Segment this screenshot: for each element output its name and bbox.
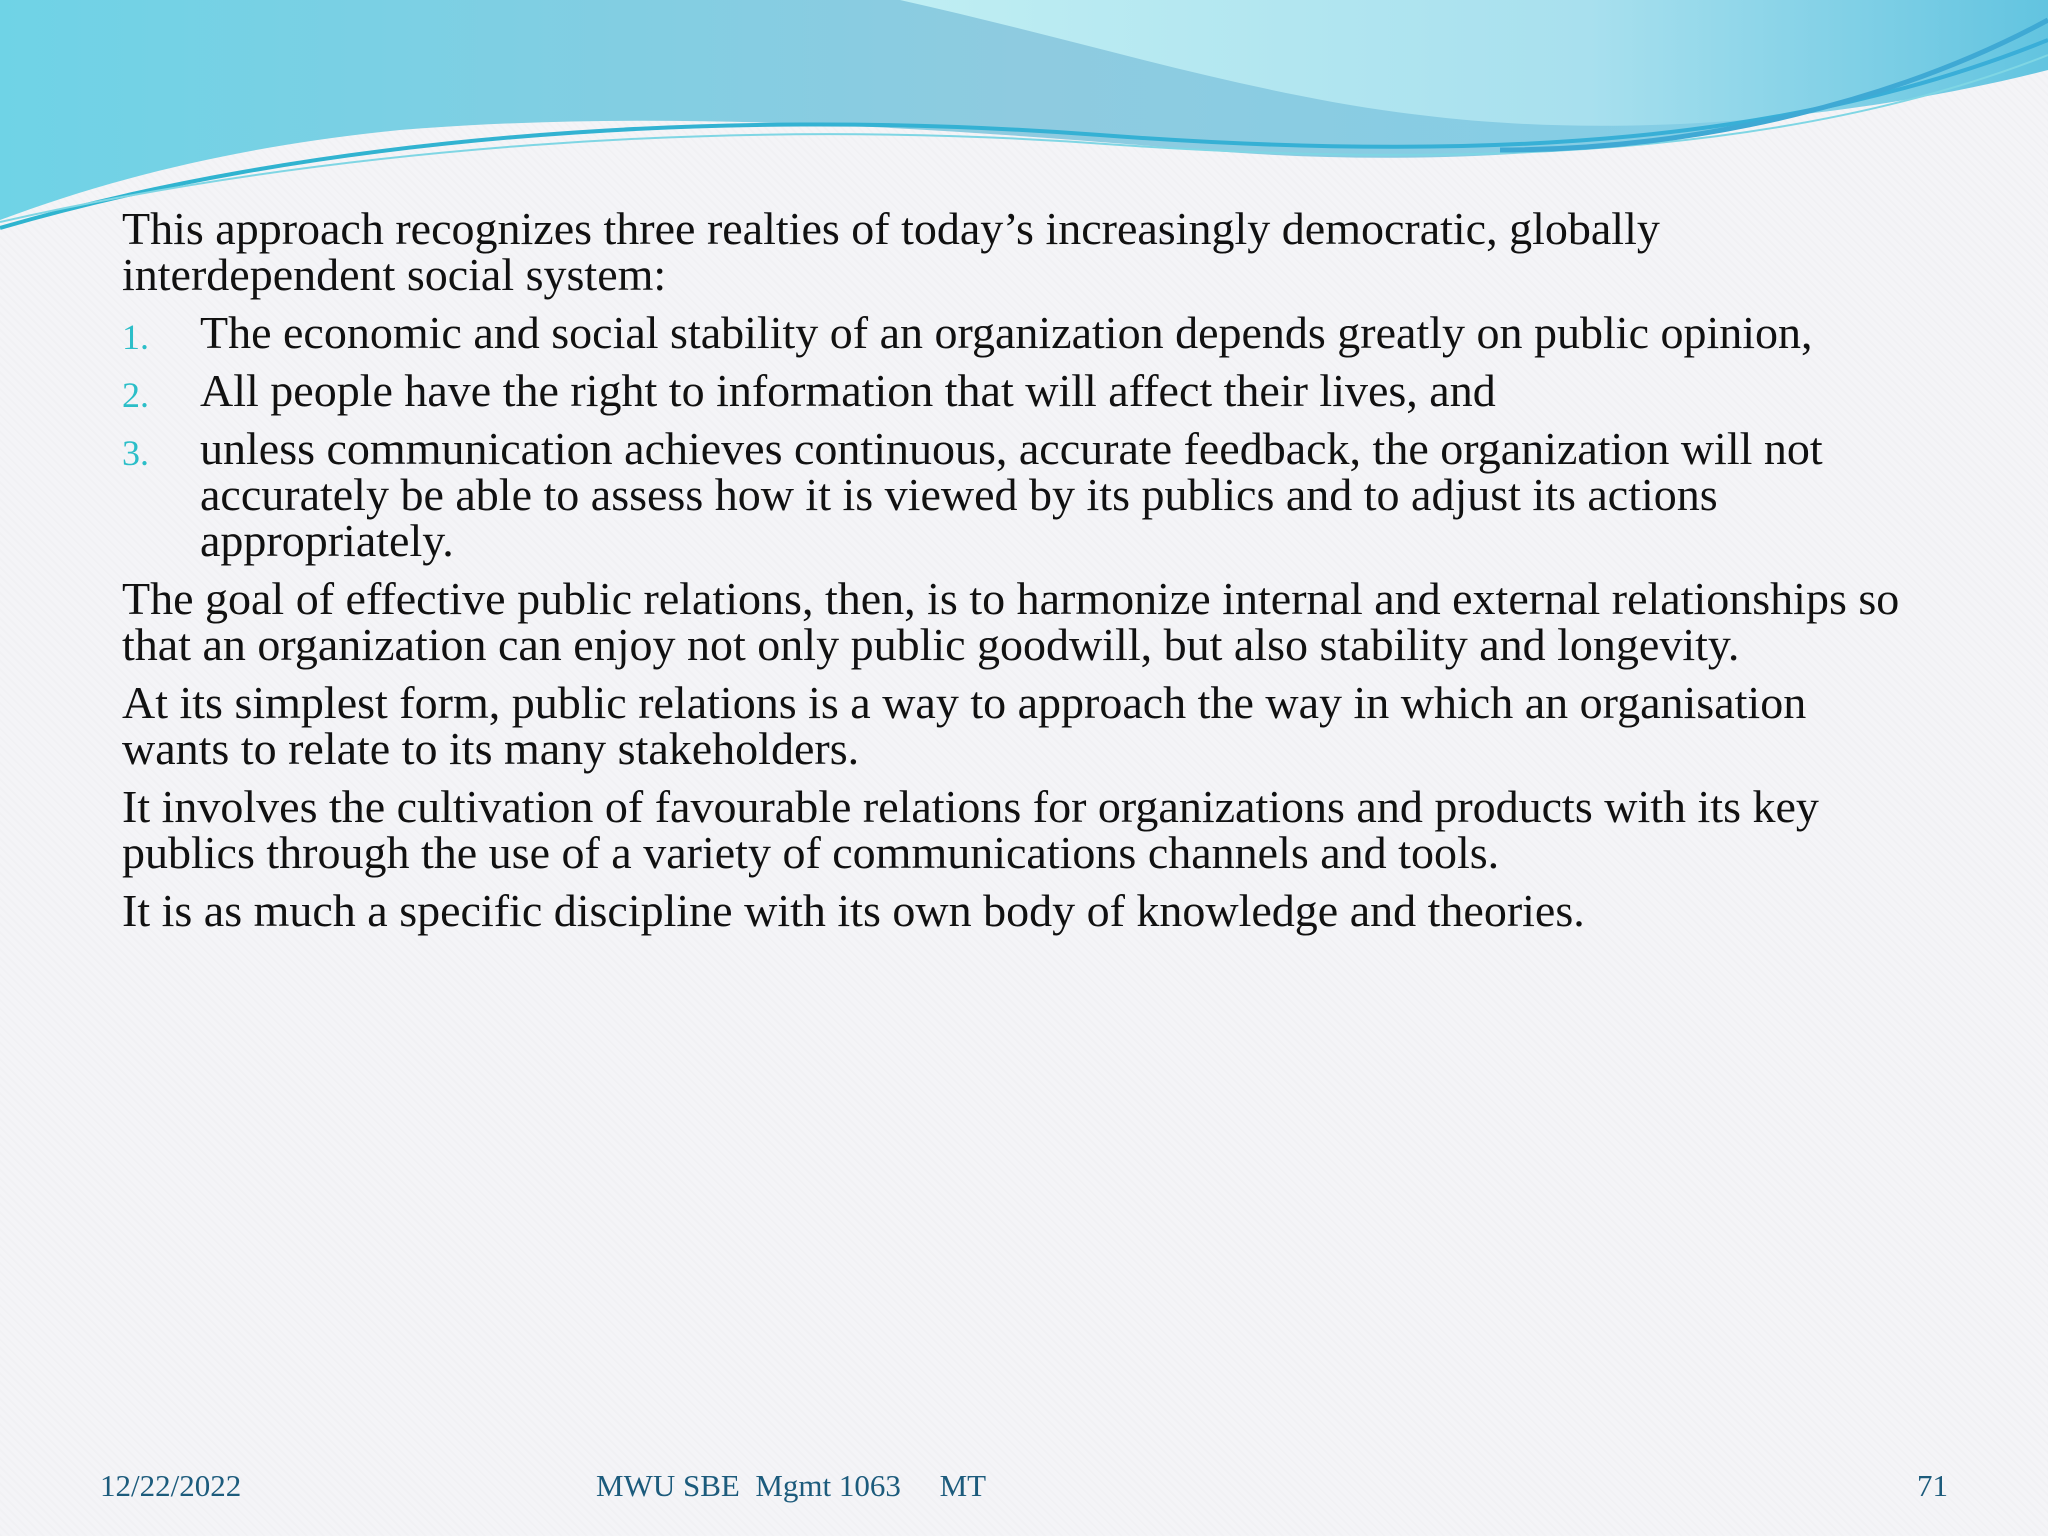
footer-course: MWU SBE Mgmt 1063 MT	[596, 1468, 987, 1503]
list-number: 1.	[122, 317, 149, 357]
list-item-text: All people have the right to information that will affect their lives, and	[200, 365, 1496, 416]
list-item-text: The economic and social stability of an organization depends greatly on public opinion,	[200, 307, 1813, 358]
footer-date: 12/22/2022	[100, 1468, 242, 1503]
list-item	[122, 307, 1922, 358]
list-number: 2.	[122, 375, 149, 415]
body-paragraph: The goal of effective public relations, then, is to harmonize internal and external relationships so that an organization can enjoy not only public goodwill, but also stability and longevity.	[122, 573, 1900, 670]
intro-paragraph: This approach recognizes three realties of today’s increasingly democratic, globally interdependent social system:	[122, 203, 1660, 300]
list-number: 3.	[122, 433, 149, 473]
slide-number: 71	[1917, 1468, 1948, 1503]
body-paragraph: It involves the cultivation of favourable relations for organizations and products with its key publics through the use of a variety of communications channels and tools.	[122, 781, 1819, 878]
list-item-text: unless communication achieves continuous, accurate feedback, the organization will not accurately be able to assess how it is viewed by its publics and to adjust its actions appropriately.	[200, 423, 1823, 566]
body-paragraph: At its simplest form, public relations is a way to approach the way in which an organisation wants to relate to its many stakeholders.	[122, 677, 1807, 774]
list-item	[122, 423, 1922, 566]
realities-list	[122, 307, 1922, 566]
body-paragraph: It is as much a specific discipline with its own body of knowledge and theories.	[122, 885, 1585, 936]
list-item	[122, 365, 1922, 416]
slide-content	[122, 203, 1922, 946]
